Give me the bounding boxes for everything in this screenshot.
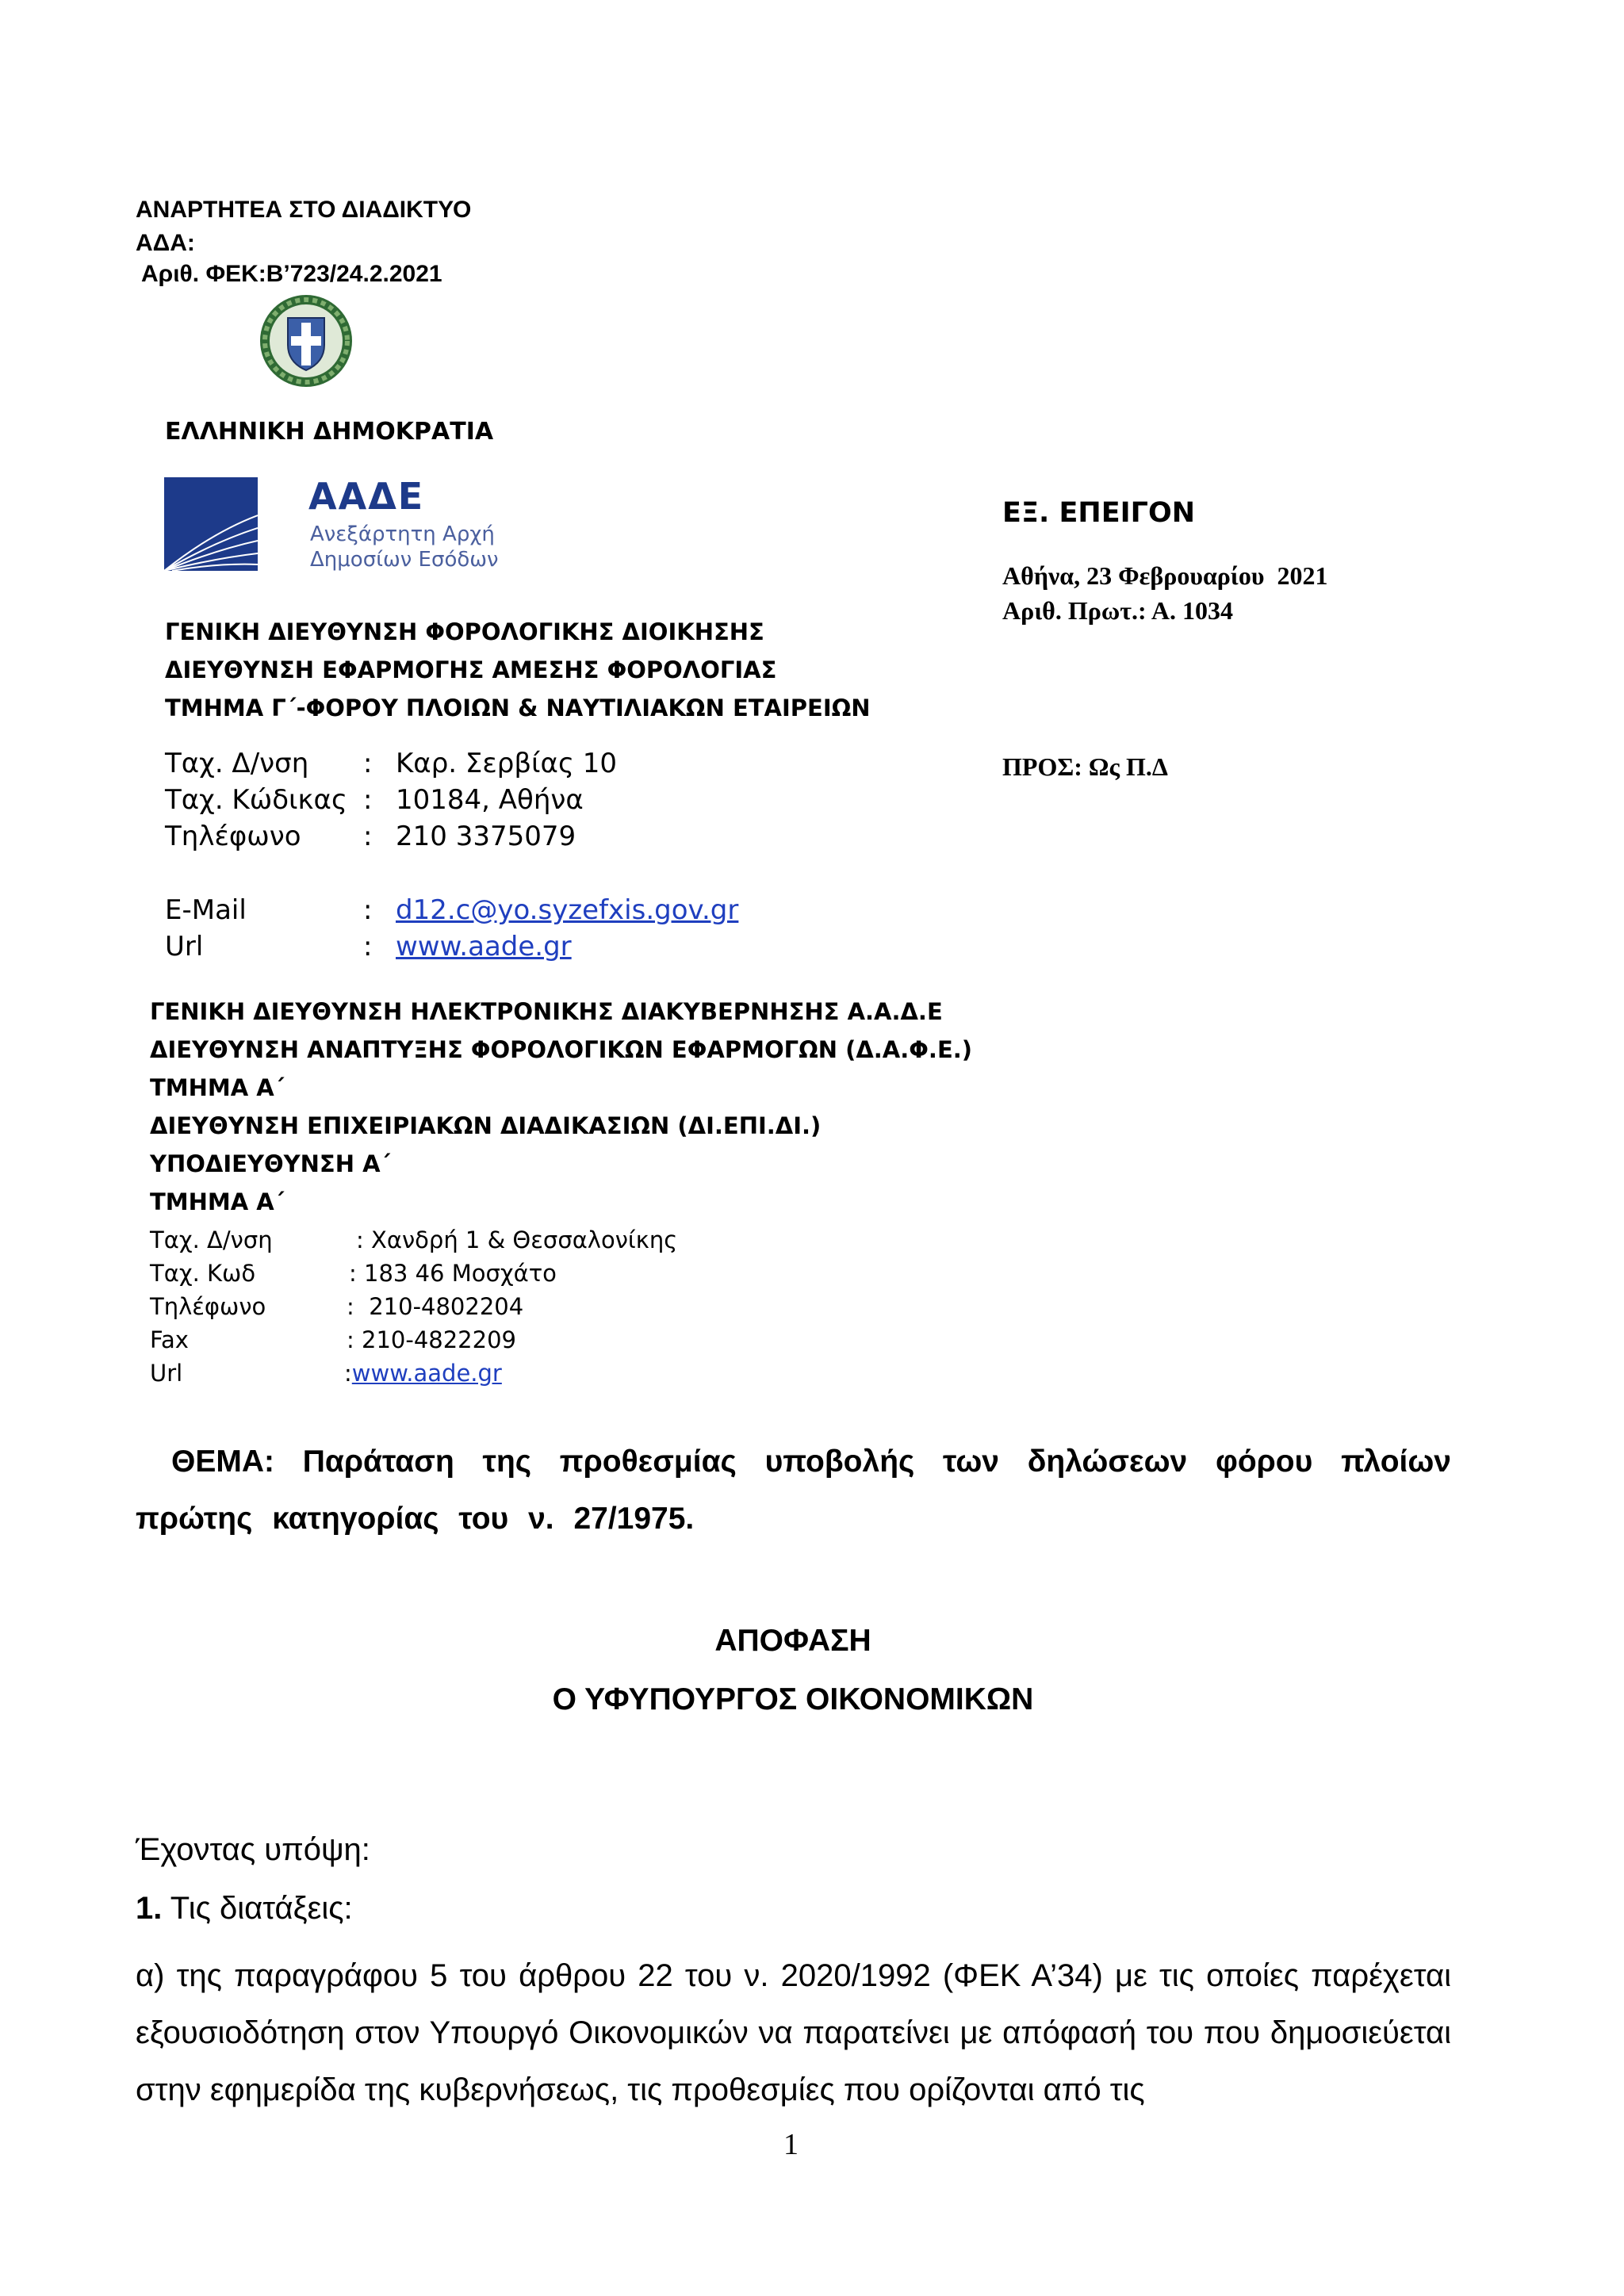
issuer1-contact-label-address: Ταχ. Δ/νση xyxy=(165,748,309,779)
issuer2-line-4: ΔΙΕΥΘΥΝΣΗ ΕΠΙΧΕΙΡΙΑΚΩΝ ΔΙΑΔΙΚΑΣΙΩΝ (ΔΙ.ΕΠΙ.ΔΙ.) xyxy=(150,1112,822,1139)
issuer1-contact-label-postcode: Ταχ. Κώδικας xyxy=(165,784,347,816)
posting-line: ΑΝΑΡΤΗΤΕΑ ΣΤΟ ΔΙΑΔΙΚΤΥΟ xyxy=(136,197,472,223)
issuer1-contact-value-phone: 210 3375079 xyxy=(396,821,576,852)
decision-title: ΑΠΟΦΑΣΗ xyxy=(714,1624,871,1658)
subject-label: ΘΕΜΑ: xyxy=(171,1445,274,1479)
issuer1-email-link[interactable]: d12.c@yo.syzefxis.gov.gr xyxy=(396,894,739,926)
issuer2-contact-label-phone: Τηλέφωνο xyxy=(150,1293,266,1320)
date-line: Αθήνα, 23 Φεβρουαρίου 2021 xyxy=(1002,561,1328,590)
page-number: 1 xyxy=(783,2128,799,2161)
issuer1-line-1: ΓΕΝΙΚΗ ΔΙΕΥΘΥΝΣΗ ΦΟΡΟΛΟΓΙΚΗΣ ΔΙΟΙΚΗΣΗΣ xyxy=(165,618,764,645)
recipient-line: ΠΡΟΣ: Ως Π.Δ xyxy=(1002,752,1168,781)
issuer2-contact-label-url: Url xyxy=(150,1360,183,1387)
issuer1-contact-sep: : xyxy=(363,894,373,926)
issuer1-contact-label-url: Url xyxy=(165,931,204,962)
issuer2-contact-value: 210-4822209 xyxy=(362,1326,516,1353)
aade-logo-icon xyxy=(164,477,258,571)
aade-logo xyxy=(164,475,521,574)
issuer2-contact-value: Χανδρή 1 & Θεσσαλονίκης xyxy=(371,1226,678,1253)
aade-logo-name: ΑΑΔΕ xyxy=(308,475,425,518)
body-paragraph: α) της παραγράφου 5 του άρθρου 22 του ν. 2020/1992 (ΦΕΚ Α’34) με τις οποίες παρέχεται εξουσιοδότηση στον Υπουργό Οικονομικών να παρατείνει με απόφασή του που δημοσιεύεται στην εφημερίδα της κυβερνήσεως, τις προθεσμίες που ορίζονται από τις xyxy=(136,1958,1451,2107)
issuer1-contact-sep: : xyxy=(363,784,373,816)
issuer2-line-1: ΓΕΝΙΚΗ ΔΙΕΥΘΥΝΣΗ ΗΛΕΚΤΡΟΝΙΚΗΣ ΔΙΑΚΥΒΕΡΝΗΣΗΣ Α.Α.Δ.Ε xyxy=(150,998,943,1025)
issuer2-contact-label-address: Ταχ. Δ/νση xyxy=(150,1226,273,1253)
subject-text: Παράταση της προθεσμίας υποβολής των δηλώσεων φόρου πλοίων πρώτης κατηγορίας του ν. 27/1975. xyxy=(136,1445,1451,1536)
item-text: Τις διατάξεις: xyxy=(170,1891,353,1926)
issuer2-contact-sep: : xyxy=(356,1226,371,1253)
issuer2-contact-value-address xyxy=(356,1226,677,1253)
issuer2-url-link[interactable]: www.aade.gr xyxy=(351,1360,502,1387)
issuer2-contact-sep: : xyxy=(344,1360,352,1387)
decision-subtitle: Ο ΥΦΥΠΟΥΡΓΟΣ ΟΙΚΟΝΟΜΙΚΩΝ xyxy=(552,1682,1034,1716)
ada-line: ΑΔΑ: xyxy=(136,230,195,256)
issuer1-contact-label-phone: Τηλέφωνο xyxy=(165,821,301,852)
issuer1-url-link[interactable]: www.aade.gr xyxy=(396,931,572,962)
issuer1-contact-sep: : xyxy=(363,821,373,852)
republic-heading: ΕΛΛΗΝΙΚΗ ΔΗΜΟΚΡΑΤΙΑ xyxy=(165,418,494,446)
urgent-label: ΕΞ. ΕΠΕΙΓΟΝ xyxy=(1002,497,1195,529)
aade-logo-line1: Ανεξάρτητη Αρχή xyxy=(310,522,495,546)
issuer1-line-2: ΔΙΕΥΘΥΝΣΗ ΕΦΑΡΜΟΓΗΣ ΑΜΕΣΗΣ ΦΟΡΟΛΟΓΙΑΣ xyxy=(165,656,777,683)
issuer2-contact-value: 210-4802204 xyxy=(369,1293,524,1320)
issuer2-contact-label-postcode: Ταχ. Κωδ xyxy=(150,1260,256,1287)
issuer1-contact-label-email: E-Mail xyxy=(165,894,247,926)
issuer1-contact-value-postcode: 10184, Αθήνα xyxy=(396,784,584,816)
issuer1-contact-sep: : xyxy=(363,748,373,779)
aade-logo-line2: Δημοσίων Εσόδων xyxy=(310,548,499,572)
coat-of-arms-emblem xyxy=(258,293,354,389)
issuer2-contact-sep: : xyxy=(347,1326,362,1353)
issuer2-contact-label-fax: Fax xyxy=(150,1326,189,1353)
issuer1-contact-sep: : xyxy=(363,931,373,962)
considering-heading: Έχοντας υπόψη: xyxy=(136,1832,370,1867)
item-1 xyxy=(136,1891,353,1927)
item-number: 1. xyxy=(136,1891,163,1926)
issuer1-contact-value-address: Καρ. Σερβίας 10 xyxy=(396,748,617,779)
issuer2-line-3: ΤΜΗΜΑ Α΄ xyxy=(150,1074,285,1101)
issuer2-contact-sep: : xyxy=(349,1260,364,1287)
issuer2-contact-value-postcode xyxy=(349,1260,557,1287)
issuer2-contact-value-fax xyxy=(347,1326,516,1353)
protocol-line: Αριθ. Πρωτ.: Α. 1034 xyxy=(1002,596,1234,625)
issuer2-contact-value-url xyxy=(344,1360,502,1387)
issuer2-line-5: ΥΠΟΔΙΕΥΘΥΝΣΗ Α΄ xyxy=(150,1150,391,1177)
issuer2-contact-value: 183 46 Μοσχάτο xyxy=(364,1260,557,1287)
subject-block xyxy=(136,1433,1451,1548)
issuer2-line-2: ΔΙΕΥΘΥΝΣΗ ΑΝΑΠΤΥΞΗΣ ΦΟΡΟΛΟΓΙΚΩΝ ΕΦΑΡΜΟΓΩΝ (Δ.Α.Φ.Ε.) xyxy=(150,1036,973,1063)
fek-line: Αριθ. ΦΕΚ:Β’723/24.2.2021 xyxy=(141,261,442,287)
issuer2-contact-value-phone xyxy=(347,1293,523,1320)
issuer2-contact-sep: : xyxy=(347,1293,370,1320)
issuer1-line-3: ΤΜΗΜΑ Γ΄-ΦΟΡΟΥ ΠΛΟΙΩΝ & ΝΑΥΤΙΛΙΑΚΩΝ ΕΤΑΙΡΕΙΩΝ xyxy=(165,695,871,721)
issuer2-line-6: ΤΜΗΜΑ Α΄ xyxy=(150,1188,285,1215)
